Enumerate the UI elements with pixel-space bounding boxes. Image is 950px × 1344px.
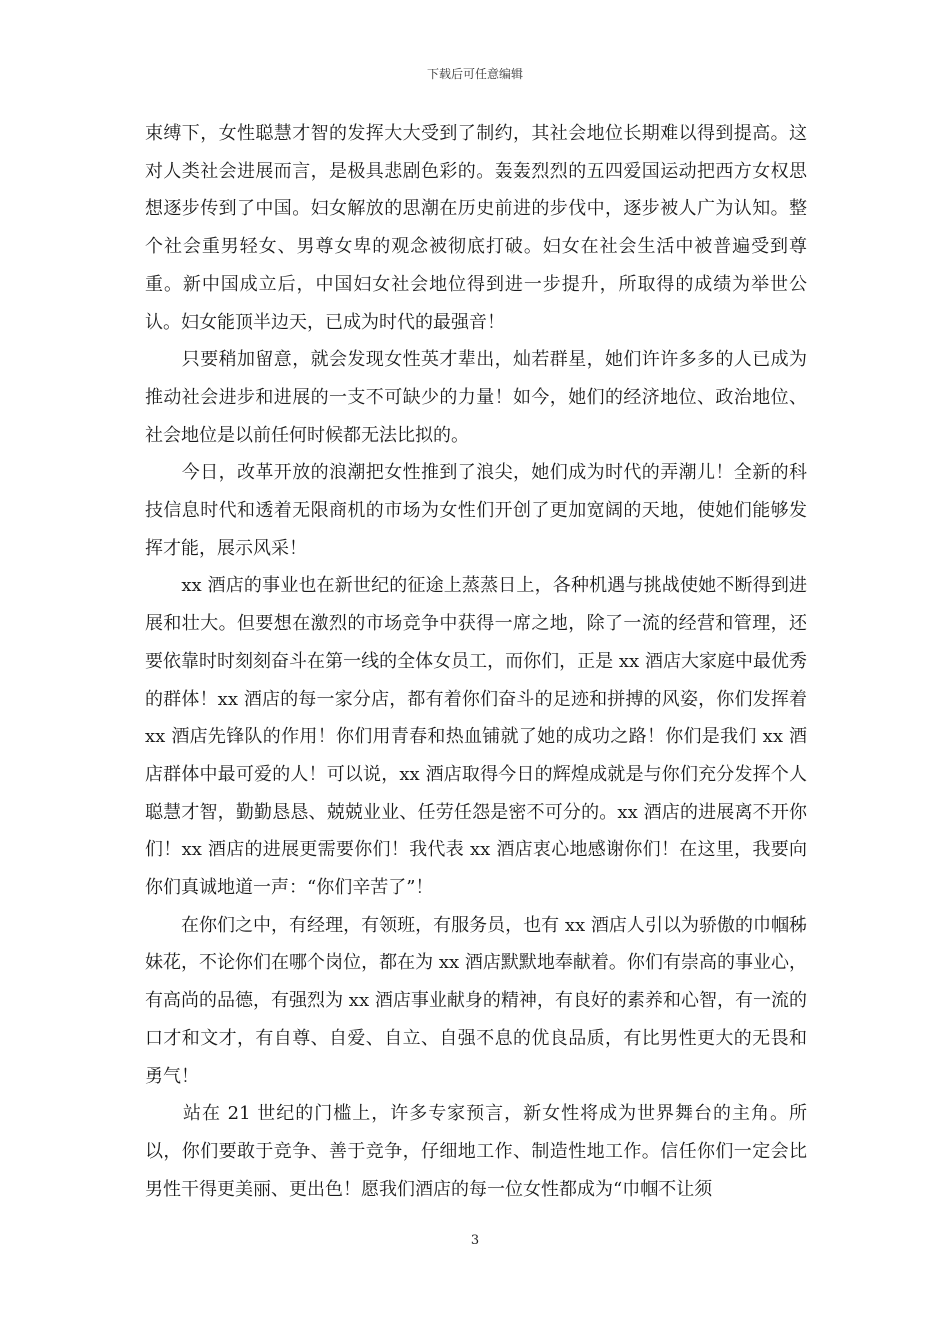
paragraph: 束缚下，女性聪慧才智的发挥大大受到了制约，其社会地位长期难以得到提高。这对人类社会进展而言，是极具悲剧色彩的。轰轰烈烈的五四爱国运动把西方女权思想逐步传到了中国。妇女解放的思潮在历史前进的步伐中，逐步被人广为认知。整个社会重男轻女、男尊女卑的观念被彻底打破。妇女在社会生活中被普遍受到尊重。新中国成立后，中国妇女社会地位得到进一步提升，所取得的成绩为举世公认。妇女能顶半边天，已成为时代的最强音！ <box>145 123 807 333</box>
paragraph: xx 酒店的事业也在新世纪的征途上蒸蒸日上，各种机遇与挑战使她不断得到进展和壮大。但要想在激烈的市场竞争中获得一席之地，除了一流的经营和管理，还要依靠时时刻刻奋斗在第一线的全体女员工，而你们，正是 xx 酒店大家庭中最优秀的群体！xx 酒店的每一家分店，都有着你们奋斗的足迹和拼搏的风姿，你们发挥着 xx 酒店先锋队的作用！你们用青春和热血铺就了她的成功之路！你们是我们 xx 酒店群体中最可爱的人！可以说，xx 酒店取得今日的辉煌成就是与你们充分发挥个人聪慧才智，勤勤恳恳、兢兢业业、任劳任怨是密不可分的。xx 酒店的进展离不开你们！xx 酒店的进展更需要你们！我代表 xx 酒店衷心地感谢你们！在这里，我要向你们真诚地道一声：“你们辛苦了”！ <box>145 575 813 899</box>
page-number: 3 <box>470 1233 480 1248</box>
page-header: 下载后可任意编辑 <box>426 67 523 81</box>
paragraph: 在你们之中，有经理，有领班，有服务员，也有 xx 酒店人引以为骄傲的巾帼秭妹花，不论你们在哪个岗位，都在为 xx 酒店默默地奉献着。你们有崇高的事业心，有高尚的品德，有强烈为 xx 酒店事业献身的精神，有良好的素养和心智，有一流的口才和文才，有自尊、自爱、自立、自强不息的优良品质，有比男性更大的无畏和勇气！ <box>145 914 807 1087</box>
paragraph: 今日，改革开放的浪潮把女性推到了浪尖，她们成为时代的弄潮儿！全新的科技信息时代和透着无限商机的市场为女性们开创了更加宽阔的天地，使她们能够发挥才能，展示风采！ <box>145 462 807 559</box>
paragraph: 站在 21 世纪的门槛上，许多专家预言，新女性将成为世界舞台的主角。所以，你们要敢于竞争、善于竞争，仔细地工作、制造性地工作。信任你们一定会比男性干得更美丽、更出色！愿我们酒店的每一位女性都成为“巾帼不让须 <box>145 1103 807 1200</box>
document-body <box>145 115 813 1208</box>
paragraph: 只要稍加留意，就会发现女性英才辈出，灿若群星，她们许许多多的人已成为推动社会进步和进展的一支不可缺少的力量！如今，她们的经济地位、政治地位、社会地位是以前任何时候都无法比拟的。 <box>145 349 807 446</box>
